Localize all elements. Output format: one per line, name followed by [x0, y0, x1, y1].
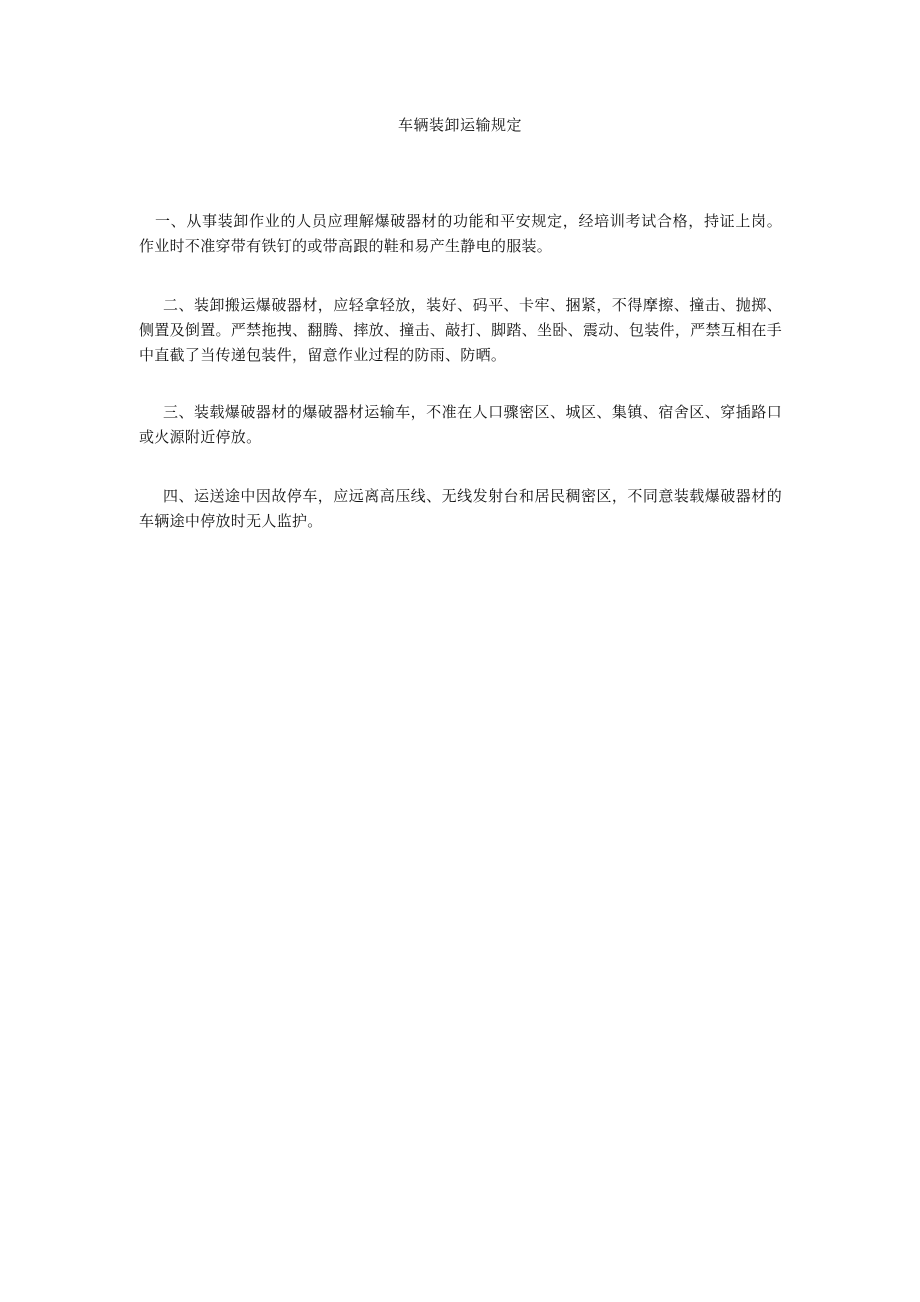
paragraph-3: 三、装载爆破器材的爆破器材运输车，不准在人口骤密区、城区、集镇、宿舍区、穿插路口或火源附近停放。 — [139, 403, 782, 446]
document-body — [139, 209, 782, 534]
paragraph-1: 一、从事装卸作业的人员应理解爆破器材的功能和平安规定，经培训考试合格，持证上岗。作业时不准穿带有铁钉的或带高跟的鞋和易产生静电的服装。 — [139, 212, 782, 255]
document-title: 车辆装卸运输规定 — [397, 116, 522, 134]
paragraph-4: 四、运送途中因故停车，应远离高压线、无线发射台和居民稠密区，不同意装载爆破器材的车辆途中停放时无人监护。 — [139, 487, 782, 530]
paragraph-2: 二、装卸搬运爆破器材，应轻拿轻放，装好、码平、卡牢、捆紧，不得摩擦、撞击、抛掷、侧置及倒置。严禁拖拽、翻腾、摔放、撞击、敲打、脚踏、坐卧、震动、包装件，严禁互相在手中直截了当传递包装件，留意作业过程的防雨、防晒。 — [139, 296, 782, 364]
